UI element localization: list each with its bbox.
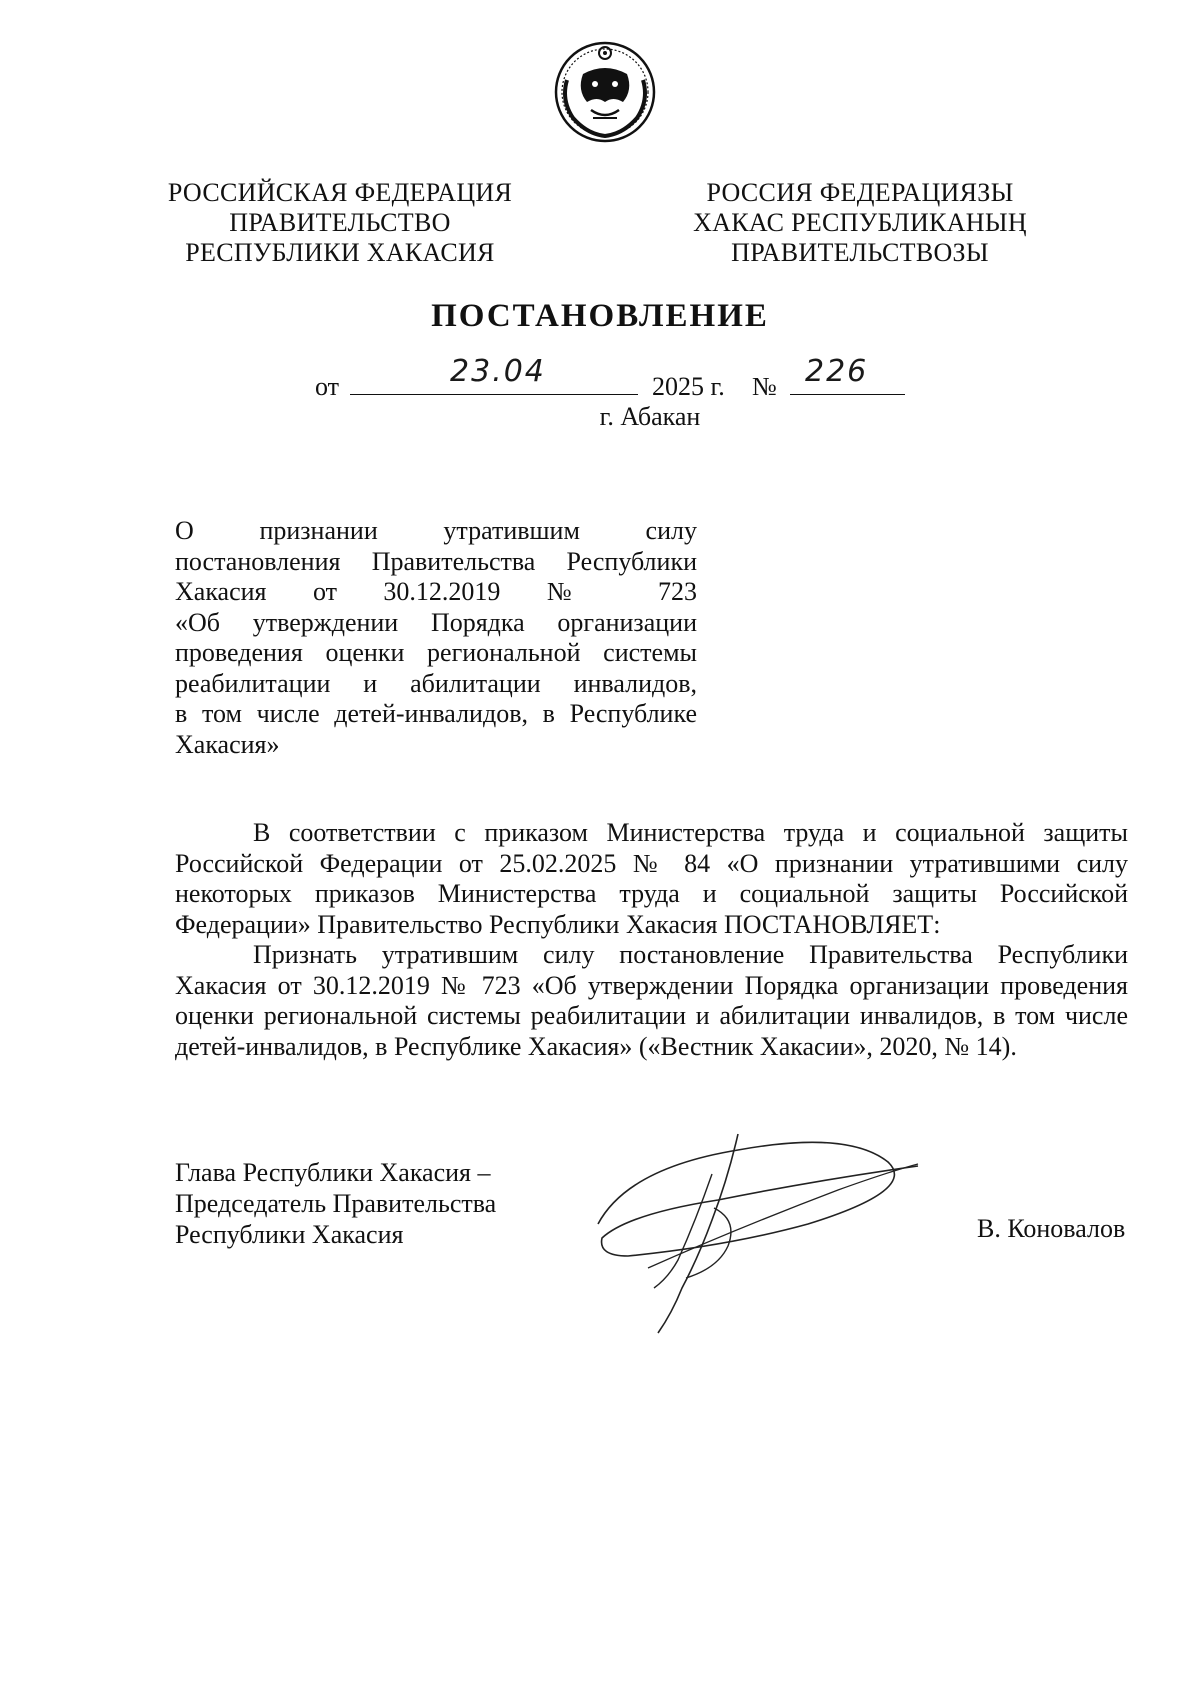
handwritten-number: 226: [805, 354, 869, 389]
body-line: В соответствии с приказом Министерства труда и социальной защиты: [253, 818, 1128, 847]
body-line: Признать утратившим силу постановление Правительства Республики: [253, 940, 1128, 969]
org-name-line: РОССИЙСКАЯ ФЕДЕРАЦИЯ: [167, 178, 513, 207]
subject-line: проведения оценки региональной системы: [175, 638, 697, 667]
number-label: №: [752, 372, 777, 401]
subject-line: реабилитации и абилитации инвалидов,: [175, 668, 697, 698]
signer-title-line: Глава Республики Хакасия –: [175, 1158, 491, 1187]
org-name-line: РЕСПУБЛИКИ ХАКАСИЯ: [185, 238, 495, 267]
body-line: Хакасия от 30.12.2019 № 723 «Об утверждении Порядка организации проведения: [175, 970, 1128, 1000]
year-text: 2025 г.: [652, 372, 725, 401]
org-name-russian: [160, 178, 520, 268]
subject-line: Хакасия»: [175, 729, 280, 759]
body-text: [175, 818, 1128, 1062]
from-label: от: [315, 372, 340, 401]
signature-icon: [588, 1128, 958, 1338]
body-line: Федерации» Правительство Республики Хакасия ПОСТАНОВЛЯЕТ:: [175, 909, 941, 939]
org-name-khakas: [690, 178, 1030, 268]
body-line: детей-инвалидов, в Республике Хакасия» («Вестник Хакасии», 2020, № 14).: [175, 1031, 1017, 1061]
org-name-line: ПРАВИТЕЛЬСТВОЗЫ: [731, 238, 989, 267]
city: г. Абакан: [599, 402, 701, 431]
subject-line: «Об утверждении Порядка организации: [175, 607, 697, 637]
subject-line: постановления Правительства Республики: [175, 546, 697, 576]
body-line: оценки региональной системы реабилитации и абилитации инвалидов, в том числе: [175, 1001, 1128, 1030]
org-name-line: РОССИЯ ФЕДЕРАЦИЯЗЫ: [706, 178, 1014, 207]
body-line: некоторых приказов Министерства труда и социальной защиты Российской: [175, 879, 1128, 908]
subject-line: в том числе детей-инвалидов, в Республике: [175, 699, 697, 728]
signer-title-line: Председатель Правительства: [175, 1189, 497, 1218]
subject-block: [175, 516, 697, 760]
coat-of-arms-icon: [553, 40, 657, 144]
subject-line: Хакасия от 30.12.2019 № 723: [175, 577, 697, 606]
subject-line: О признании утратившим силу: [175, 516, 697, 545]
signer-title-line: Республики Хакасия: [175, 1220, 404, 1249]
signer-name: В. Коновалов: [977, 1214, 1126, 1243]
signer-title: [175, 1157, 496, 1250]
org-name-line: ПРАВИТЕЛЬСТВО: [229, 208, 451, 237]
handwritten-date: 23.04: [450, 354, 546, 389]
document-type-title: ПОСТАНОВЛЕНИЕ: [431, 298, 769, 334]
org-name-line: ХАКАС РЕСПУБЛИКАНЫҢ: [693, 208, 1027, 237]
date-number-line: [0, 354, 1200, 401]
body-line: Российской Федерации от 25.02.2025 № 84 «О признании утратившими силу: [175, 848, 1128, 878]
